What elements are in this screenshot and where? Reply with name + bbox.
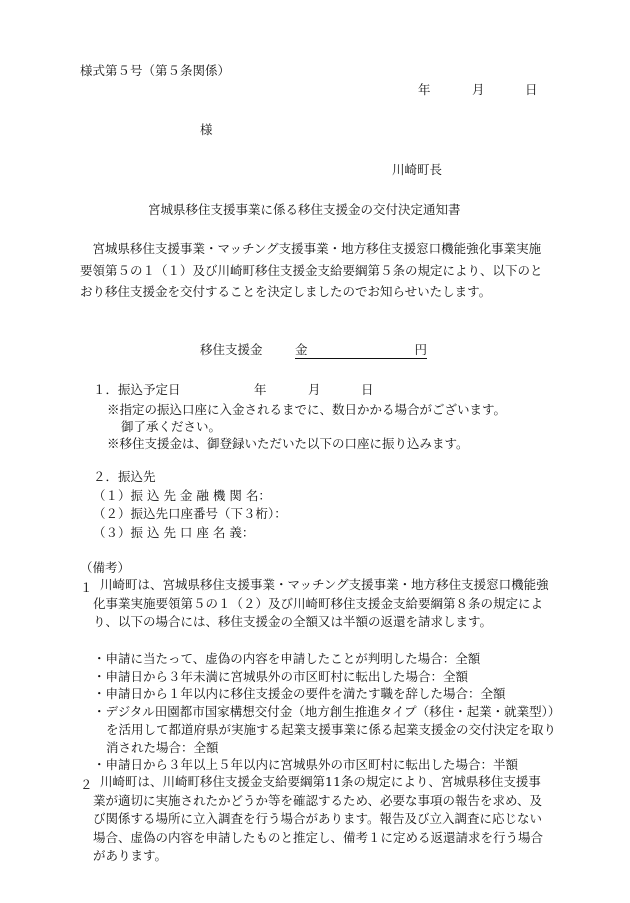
- case-false-application: ・申請に当たって、虚偽の内容を申請したことが判明した場合：全額: [93, 651, 481, 666]
- intro-paragraph: 宮城県移住支援事業・マッチング支援事業・地方移住支援窓口機能強化事業実施要領第５の１（１）及び川崎町移住支援金支給要綱第５条の規定により、以下のとおり移住支援金を交付することを決定しましたのでお知らせいたします。: [80, 241, 543, 299]
- date-month: 月: [472, 82, 485, 97]
- remark-1-cases: [93, 650, 558, 774]
- account-number-field: （２）振込先口座番号（下３桁）：: [93, 506, 287, 521]
- account-holder-field: （３）振 込 先 口 座 名 義：: [93, 525, 255, 540]
- transfer-date-label: １．振込予定日: [93, 382, 181, 397]
- case-moved-3-to-5-years: ・申請日から３年以上５年以内に宮城県外の市区町村に転出した場合：半額: [93, 757, 519, 773]
- recipient-suffix: 様: [200, 122, 213, 137]
- note-registered-account: ※移住支援金は、御登録いただいた以下の口座に振り込みます。: [107, 436, 469, 451]
- amount-prefix: 金: [295, 342, 308, 357]
- amount-field: [295, 344, 427, 359]
- transfer-destination-label: ２．振込先: [93, 469, 156, 484]
- note-transfer-delay: ※指定の振込口座に入金されるまでに、数日かかる場合がございます。: [107, 402, 507, 417]
- transfer-date-year: 年: [254, 382, 267, 397]
- amount-label: 移住支援金: [200, 342, 263, 357]
- remark-2-text: 川崎町は、川崎町移住支援金支給要綱第11条の規定により、宮城県移住支援事業が適切に実施されたかどうか等を確認するため、必要な事項の報告を求め、及び関係する場所に立入調査を行う場合があります。報告及び立入調査に応じない場合、虚偽の内容を申請したものと推定し、備考１に定める返還請求を行う場合があります。: [93, 774, 544, 863]
- remarks-heading: （備考）: [80, 560, 131, 575]
- remark-2-number: ２: [80, 777, 93, 792]
- bank-name-field: （１）振 込 先 金 融 機 関 名：: [93, 488, 271, 503]
- case-moved-within-3-years: ・申請日から３年未満に宮城県外の市区町村に転出した場合：全額: [93, 668, 469, 684]
- date-day: 日: [525, 82, 538, 97]
- case-startup-grant-revoked: ・デジタル田園都市国家構想交付金（地方創生推進タイプ（移住・起業・就業型））を活用して都道府県が実施する起業支援事業に係る起業支援金の交付決定を取り消された場合：全額: [93, 704, 557, 755]
- document-title: 宮城県移住支援事業に係る移住支援金の交付決定通知書: [148, 202, 461, 217]
- issuer: 川崎町長: [392, 162, 443, 177]
- transfer-date-day: 日: [361, 382, 374, 397]
- case-quit-job-within-1-year: ・申請日から１年以内に移住支援金の要件を満たす職を辞した場合：全額: [93, 686, 506, 702]
- transfer-date-month: 月: [308, 382, 321, 397]
- date-year: 年: [418, 82, 431, 97]
- remark-1-number: １: [80, 580, 93, 595]
- form-number: 様式第５号（第５条関係）: [80, 63, 231, 78]
- remark-1-text: 川崎町は、宮城県移住支援事業・マッチング支援事業・地方移住支援窓口機能強化事業実施要領第５の１（２）及び川崎町移住支援金支給要綱第８条の規定により、以下の場合には、移住支援金の全額又は半額の返還を請求します。: [93, 577, 549, 629]
- note-transfer-delay-cont: 御了承ください。: [121, 419, 222, 434]
- amount-suffix: 円: [414, 342, 427, 357]
